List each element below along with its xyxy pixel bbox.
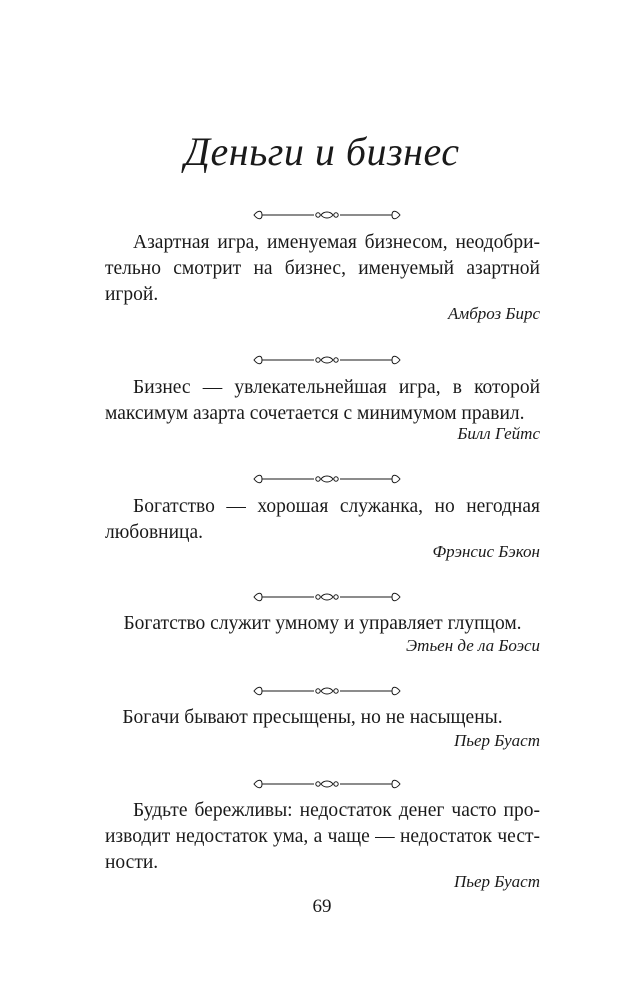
- quote-author: Фрэнсис Бэкон: [432, 542, 540, 561]
- decorative-divider-icon: [252, 684, 402, 698]
- quote-text: Азартная игра, именуемая бизнесом, неодобрительно смотрит на бизнес, именуемый азартной игрой.: [105, 232, 540, 305]
- quote-text: Бизнес — увлекательнейшая игра, в которой максимум азарта сочетается с минимумом правил.: [105, 377, 540, 424]
- quote-author: Пьер Буаст: [454, 872, 540, 891]
- quote-author: Билл Гейтс: [457, 424, 540, 443]
- decorative-divider-icon: [252, 208, 402, 222]
- decorative-divider-icon: [252, 590, 402, 604]
- decorative-divider-icon: [252, 777, 402, 791]
- quote-text: Будьте бережливы: недостаток денег часто производит недостаток ума, а чаще — недостаток честности.: [105, 800, 540, 873]
- quote-author: Амброз Бирс: [447, 304, 540, 323]
- quote-author: Пьер Буаст: [454, 731, 540, 750]
- page-title: Деньги и бизнес: [184, 129, 460, 174]
- quote-text: Богатство — хорошая служанка, но негодная любовница.: [105, 496, 540, 543]
- quote-author: Этьен де ла Боэси: [406, 636, 540, 655]
- page-number: 69: [312, 896, 332, 917]
- decorative-divider-icon: [252, 353, 402, 367]
- quote-text: Богатство служит умному и управляет глупцом.: [123, 613, 522, 634]
- decorative-divider-icon: [252, 472, 402, 486]
- quote-text: Богачи бывают пресыщены, но не насыщены.: [122, 707, 503, 728]
